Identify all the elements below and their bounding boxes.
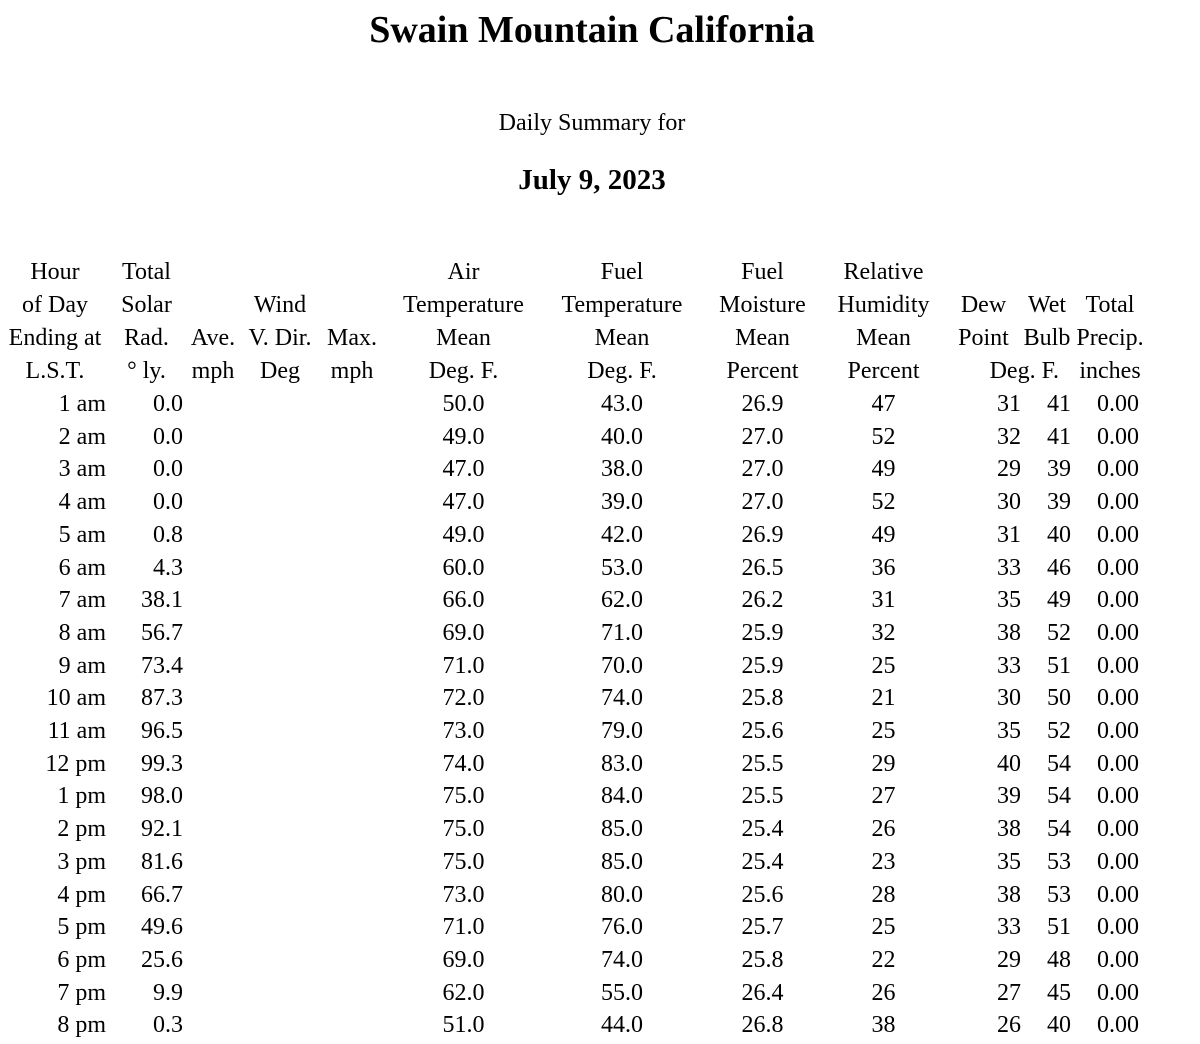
cell-air-temp: 74.0 bbox=[442, 750, 485, 777]
cell-wet-bulb: 51 bbox=[1047, 652, 1071, 679]
cell-fuel-moisture: 27.0 bbox=[741, 489, 784, 516]
cell-solar: 4.3 bbox=[153, 554, 183, 581]
cell-precip: 0.00 bbox=[1097, 914, 1139, 941]
cell-wind-dir bbox=[243, 682, 317, 715]
cell-fuel-temp: 83.0 bbox=[601, 750, 643, 777]
page-title: Swain Mountain California bbox=[369, 9, 815, 51]
cell-solar: 25.6 bbox=[141, 946, 183, 973]
table-row bbox=[0, 977, 1147, 1010]
cell-dew-point: 40 bbox=[997, 750, 1021, 777]
cell-fuel-temp: 62.0 bbox=[601, 587, 643, 614]
header-dew-point: Dew Point Deg. F. bbox=[946, 256, 1021, 388]
cell-wind-ave bbox=[183, 486, 243, 519]
cell-precip: 0.00 bbox=[1097, 848, 1139, 875]
cell-solar: 49.6 bbox=[141, 914, 183, 941]
cell-air-temp: 49.0 bbox=[442, 521, 485, 548]
header-fuel-temp: Fuel Temperature Mean Deg. F. bbox=[561, 259, 683, 384]
cell-wind-dir bbox=[243, 552, 317, 585]
cell-wind-dir bbox=[243, 748, 317, 781]
cell-air-temp: 75.0 bbox=[442, 783, 485, 810]
cell-dew-point: 35 bbox=[997, 587, 1021, 614]
cell-wind-dir bbox=[243, 879, 317, 912]
cell-relative-humidity: 31 bbox=[871, 587, 896, 614]
table-row bbox=[0, 421, 1147, 454]
cell-wet-bulb: 54 bbox=[1047, 783, 1071, 810]
cell-wind-ave bbox=[183, 453, 243, 486]
cell-precip: 0.00 bbox=[1097, 881, 1139, 908]
cell-wet-bulb: 54 bbox=[1047, 750, 1071, 777]
table-header bbox=[0, 256, 1147, 388]
cell-wind-dir bbox=[243, 421, 317, 454]
cell-air-temp: 62.0 bbox=[442, 979, 485, 1006]
cell-wet-bulb: 39 bbox=[1047, 456, 1071, 483]
cell-wind-ave bbox=[183, 715, 243, 748]
table-row bbox=[0, 813, 1147, 846]
cell-wind-dir bbox=[243, 617, 317, 650]
cell-fuel-temp: 85.0 bbox=[601, 848, 643, 875]
cell-dew-point: 33 bbox=[997, 652, 1021, 679]
cell-solar: 96.5 bbox=[141, 718, 183, 745]
cell-wind-dir bbox=[243, 519, 317, 552]
cell-relative-humidity: 23 bbox=[871, 848, 896, 875]
cell-precip: 0.00 bbox=[1097, 718, 1139, 745]
table-row bbox=[0, 748, 1147, 781]
cell-wind-max bbox=[317, 682, 387, 715]
cell-wind-ave bbox=[183, 421, 243, 454]
cell-dew-point: 35 bbox=[997, 848, 1021, 875]
cell-fuel-temp: 42.0 bbox=[601, 521, 643, 548]
cell-solar: 38.1 bbox=[141, 587, 183, 614]
cell-solar: 56.7 bbox=[141, 619, 183, 646]
cell-fuel-temp: 76.0 bbox=[601, 914, 643, 941]
cell-precip: 0.00 bbox=[1097, 521, 1139, 548]
cell-wind-dir bbox=[243, 453, 317, 486]
table-row bbox=[0, 879, 1147, 912]
cell-hour: 1 pm bbox=[57, 783, 106, 810]
table-row bbox=[0, 519, 1147, 552]
header-wind-group: Wind bbox=[253, 292, 307, 318]
cell-hour: 11 am bbox=[47, 718, 106, 745]
cell-solar: 98.0 bbox=[141, 783, 183, 810]
cell-solar: 92.1 bbox=[141, 816, 183, 843]
cell-wind-ave bbox=[183, 944, 243, 977]
cell-wind-dir bbox=[243, 780, 317, 813]
cell-precip: 0.00 bbox=[1097, 423, 1139, 450]
cell-wet-bulb: 46 bbox=[1047, 554, 1071, 581]
cell-wet-bulb: 39 bbox=[1047, 489, 1071, 516]
cell-relative-humidity: 38 bbox=[871, 1012, 896, 1039]
cell-wind-ave bbox=[183, 552, 243, 585]
table-row bbox=[0, 780, 1147, 813]
cell-wind-dir bbox=[243, 584, 317, 617]
cell-relative-humidity: 52 bbox=[871, 423, 896, 450]
cell-wet-bulb: 54 bbox=[1047, 816, 1071, 843]
cell-wind-max bbox=[317, 879, 387, 912]
cell-fuel-moisture: 25.9 bbox=[741, 652, 784, 679]
cell-dew-point: 39 bbox=[997, 783, 1021, 810]
cell-dew-point: 38 bbox=[997, 881, 1021, 908]
cell-air-temp: 72.0 bbox=[442, 685, 485, 712]
cell-hour: 9 am bbox=[58, 652, 106, 679]
cell-precip: 0.00 bbox=[1097, 1012, 1139, 1039]
cell-wind-ave bbox=[183, 617, 243, 650]
header-wind-dir: Wind V. Dir. Deg bbox=[243, 256, 317, 388]
table-row bbox=[0, 388, 1147, 421]
cell-dew-point: 29 bbox=[997, 946, 1021, 973]
table-body bbox=[0, 388, 1147, 1042]
cell-wet-bulb: 40 bbox=[1047, 1012, 1071, 1039]
cell-wind-ave bbox=[183, 879, 243, 912]
cell-wind-max bbox=[317, 584, 387, 617]
cell-solar: 0.0 bbox=[153, 456, 183, 483]
cell-dew-point: 30 bbox=[997, 685, 1021, 712]
cell-fuel-temp: 84.0 bbox=[601, 783, 643, 810]
cell-hour: 4 am bbox=[58, 489, 106, 516]
cell-hour: 4 pm bbox=[57, 881, 106, 908]
cell-wind-max bbox=[317, 486, 387, 519]
cell-wind-max bbox=[317, 944, 387, 977]
cell-wet-bulb: 49 bbox=[1047, 587, 1071, 614]
cell-dew-point: 26 bbox=[997, 1012, 1021, 1039]
cell-solar: 99.3 bbox=[141, 750, 183, 777]
cell-wind-max bbox=[317, 388, 387, 421]
table-row bbox=[0, 846, 1147, 879]
cell-air-temp: 73.0 bbox=[442, 881, 485, 908]
cell-solar: 81.6 bbox=[141, 848, 183, 875]
cell-hour: 6 am bbox=[58, 554, 106, 581]
cell-wet-bulb: 51 bbox=[1047, 914, 1071, 941]
cell-hour: 2 am bbox=[58, 423, 106, 450]
cell-air-temp: 73.0 bbox=[442, 718, 485, 745]
cell-relative-humidity: 26 bbox=[871, 816, 896, 843]
cell-dew-point: 29 bbox=[997, 456, 1021, 483]
cell-wind-ave bbox=[183, 519, 243, 552]
cell-wind-max bbox=[317, 813, 387, 846]
cell-air-temp: 69.0 bbox=[442, 619, 485, 646]
cell-air-temp: 50.0 bbox=[442, 391, 485, 417]
cell-wind-dir bbox=[243, 650, 317, 683]
page-subtitle: Daily Summary for bbox=[498, 110, 686, 136]
cell-wind-ave bbox=[183, 1009, 243, 1042]
cell-wind-max bbox=[317, 1009, 387, 1042]
cell-dew-point: 33 bbox=[997, 554, 1021, 581]
table-row bbox=[0, 715, 1147, 748]
cell-fuel-moisture: 27.0 bbox=[741, 456, 784, 483]
cell-wind-max bbox=[317, 421, 387, 454]
header-dew-wet-unit: Deg. F. bbox=[989, 358, 1059, 384]
cell-wet-bulb: 45 bbox=[1047, 979, 1071, 1006]
cell-precip: 0.00 bbox=[1097, 489, 1139, 516]
cell-wet-bulb: 48 bbox=[1047, 946, 1071, 973]
cell-precip: 0.00 bbox=[1097, 750, 1139, 777]
cell-wind-dir bbox=[243, 846, 317, 879]
header-wind-max: Max. mph bbox=[327, 325, 377, 384]
cell-air-temp: 75.0 bbox=[442, 848, 485, 875]
header-air-temp: Air Temperature Mean Deg. F. bbox=[403, 259, 524, 384]
table-row bbox=[0, 552, 1147, 585]
cell-solar: 87.3 bbox=[141, 685, 183, 712]
cell-fuel-temp: 74.0 bbox=[601, 946, 643, 973]
cell-air-temp: 49.0 bbox=[442, 423, 485, 450]
cell-dew-point: 32 bbox=[997, 423, 1021, 450]
cell-air-temp: 47.0 bbox=[442, 456, 485, 483]
cell-air-temp: 66.0 bbox=[442, 587, 485, 614]
cell-fuel-temp: 39.0 bbox=[601, 489, 643, 516]
cell-wind-dir bbox=[243, 977, 317, 1010]
cell-wet-bulb: 53 bbox=[1047, 848, 1071, 875]
cell-wet-bulb: 50 bbox=[1047, 685, 1071, 712]
cell-hour: 5 am bbox=[58, 521, 106, 548]
cell-wet-bulb: 52 bbox=[1047, 619, 1071, 646]
cell-relative-humidity: 26 bbox=[871, 979, 896, 1006]
cell-wind-ave bbox=[183, 813, 243, 846]
cell-hour: 7 pm bbox=[57, 979, 106, 1006]
daily-summary-table bbox=[0, 256, 1147, 1042]
cell-wind-max bbox=[317, 617, 387, 650]
cell-fuel-moisture: 25.9 bbox=[741, 619, 784, 646]
cell-fuel-temp: 40.0 bbox=[601, 423, 643, 450]
cell-wind-max bbox=[317, 453, 387, 486]
cell-solar: 0.0 bbox=[153, 423, 183, 450]
cell-wind-ave bbox=[183, 650, 243, 683]
cell-precip: 0.00 bbox=[1097, 554, 1139, 581]
table-row bbox=[0, 682, 1147, 715]
cell-hour: 6 pm bbox=[57, 946, 106, 973]
cell-wind-ave bbox=[183, 911, 243, 944]
cell-wind-dir bbox=[243, 944, 317, 977]
cell-wet-bulb: 41 bbox=[1047, 391, 1071, 417]
cell-wind-max bbox=[317, 846, 387, 879]
table-row bbox=[0, 584, 1147, 617]
cell-hour: 5 pm bbox=[57, 914, 106, 941]
cell-relative-humidity: 25 bbox=[871, 718, 896, 745]
cell-wind-ave bbox=[183, 977, 243, 1010]
cell-wet-bulb: 52 bbox=[1047, 718, 1071, 745]
cell-dew-point: 31 bbox=[997, 391, 1021, 417]
cell-wind-dir bbox=[243, 813, 317, 846]
cell-air-temp: 71.0 bbox=[442, 914, 485, 941]
table-row bbox=[0, 650, 1147, 683]
cell-wind-dir bbox=[243, 486, 317, 519]
header-wet-bulb: Wet Bulb bbox=[1023, 292, 1071, 351]
cell-relative-humidity: 49 bbox=[871, 456, 896, 483]
cell-hour: 8 am bbox=[58, 619, 106, 646]
cell-wet-bulb: 53 bbox=[1047, 881, 1071, 908]
cell-wind-max bbox=[317, 519, 387, 552]
cell-wind-max bbox=[317, 715, 387, 748]
cell-wet-bulb: 41 bbox=[1047, 423, 1071, 450]
cell-fuel-moisture: 26.4 bbox=[741, 979, 784, 1006]
cell-wind-ave bbox=[183, 780, 243, 813]
cell-precip: 0.00 bbox=[1097, 685, 1139, 712]
cell-hour: 3 am bbox=[58, 456, 106, 483]
cell-hour: 3 pm bbox=[57, 848, 106, 875]
cell-relative-humidity: 36 bbox=[871, 554, 896, 581]
cell-fuel-moisture: 25.4 bbox=[741, 848, 784, 875]
cell-fuel-moisture: 25.6 bbox=[741, 718, 784, 745]
cell-wind-max bbox=[317, 911, 387, 944]
cell-solar: 0.0 bbox=[153, 489, 183, 516]
cell-fuel-temp: 74.0 bbox=[601, 685, 643, 712]
header-precip: Total Precip. inches bbox=[1076, 292, 1144, 384]
cell-dew-point: 33 bbox=[997, 914, 1021, 941]
cell-fuel-moisture: 25.6 bbox=[741, 881, 784, 908]
cell-fuel-temp: 70.0 bbox=[601, 652, 643, 679]
header-fuel-moisture: Fuel Moisture Mean Percent bbox=[719, 259, 806, 384]
cell-fuel-moisture: 25.5 bbox=[741, 750, 784, 777]
cell-dew-point: 30 bbox=[997, 489, 1021, 516]
cell-wind-dir bbox=[243, 715, 317, 748]
cell-wind-dir bbox=[243, 388, 317, 421]
cell-air-temp: 69.0 bbox=[442, 946, 485, 973]
cell-fuel-temp: 80.0 bbox=[601, 881, 643, 908]
cell-wind-max bbox=[317, 552, 387, 585]
cell-wind-max bbox=[317, 977, 387, 1010]
cell-fuel-moisture: 27.0 bbox=[741, 423, 784, 450]
cell-dew-point: 31 bbox=[997, 521, 1021, 548]
cell-fuel-temp: 85.0 bbox=[601, 816, 643, 843]
cell-fuel-moisture: 25.7 bbox=[741, 914, 784, 941]
cell-wind-max bbox=[317, 748, 387, 781]
cell-precip: 0.00 bbox=[1097, 652, 1139, 679]
cell-precip: 0.00 bbox=[1097, 391, 1139, 417]
cell-hour: 12 pm bbox=[45, 750, 106, 777]
cell-fuel-moisture: 26.9 bbox=[741, 521, 784, 548]
cell-wind-ave bbox=[183, 748, 243, 781]
cell-air-temp: 47.0 bbox=[442, 489, 485, 516]
cell-dew-point: 38 bbox=[997, 619, 1021, 646]
cell-fuel-moisture: 25.4 bbox=[741, 816, 784, 843]
cell-solar: 73.4 bbox=[141, 652, 183, 679]
cell-dew-point: 27 bbox=[997, 979, 1021, 1006]
cell-air-temp: 75.0 bbox=[442, 816, 485, 843]
cell-dew-point: 35 bbox=[997, 718, 1021, 745]
table-row bbox=[0, 486, 1147, 519]
cell-air-temp: 51.0 bbox=[442, 1012, 485, 1039]
cell-precip: 0.00 bbox=[1097, 979, 1139, 1006]
header-wind-ave: Ave. mph bbox=[190, 325, 236, 384]
cell-wet-bulb: 40 bbox=[1047, 521, 1071, 548]
cell-relative-humidity: 49 bbox=[871, 521, 896, 548]
cell-relative-humidity: 32 bbox=[871, 619, 896, 646]
table-row bbox=[0, 911, 1147, 944]
cell-hour: 2 pm bbox=[57, 816, 106, 843]
cell-fuel-temp: 71.0 bbox=[601, 619, 643, 646]
cell-solar: 0.3 bbox=[153, 1012, 183, 1039]
cell-fuel-moisture: 25.8 bbox=[741, 946, 784, 973]
cell-fuel-temp: 55.0 bbox=[601, 979, 643, 1006]
cell-fuel-moisture: 25.5 bbox=[741, 783, 784, 810]
cell-relative-humidity: 22 bbox=[871, 946, 896, 973]
cell-air-temp: 60.0 bbox=[442, 554, 485, 581]
cell-wind-dir bbox=[243, 911, 317, 944]
cell-fuel-moisture: 26.9 bbox=[741, 391, 784, 417]
cell-relative-humidity: 27 bbox=[871, 783, 896, 810]
cell-hour: 7 am bbox=[58, 587, 106, 614]
table-row bbox=[0, 617, 1147, 650]
cell-wind-ave bbox=[183, 846, 243, 879]
cell-wind-ave bbox=[183, 584, 243, 617]
cell-dew-point: 38 bbox=[997, 816, 1021, 843]
cell-precip: 0.00 bbox=[1097, 619, 1139, 646]
table-row bbox=[0, 1009, 1147, 1042]
cell-solar: 0.8 bbox=[153, 521, 183, 548]
cell-relative-humidity: 25 bbox=[871, 652, 896, 679]
header-hour: Hour of Day Ending at L.S.T. bbox=[8, 259, 102, 384]
cell-fuel-moisture: 25.8 bbox=[741, 685, 784, 712]
cell-solar: 66.7 bbox=[141, 881, 183, 908]
cell-fuel-temp: 38.0 bbox=[601, 456, 643, 483]
cell-hour: 10 am bbox=[46, 685, 106, 712]
table-row bbox=[0, 944, 1147, 977]
header-relative-humidity: Relative Humidity Mean Percent bbox=[837, 259, 930, 384]
cell-hour: 1 am bbox=[58, 391, 106, 417]
cell-precip: 0.00 bbox=[1097, 456, 1139, 483]
cell-fuel-temp: 43.0 bbox=[601, 391, 643, 417]
cell-solar: 9.9 bbox=[153, 979, 183, 1006]
cell-fuel-moisture: 26.2 bbox=[741, 587, 784, 614]
cell-relative-humidity: 29 bbox=[871, 750, 896, 777]
cell-fuel-temp: 79.0 bbox=[601, 718, 643, 745]
cell-relative-humidity: 25 bbox=[871, 914, 896, 941]
cell-solar: 0.0 bbox=[153, 391, 183, 417]
cell-precip: 0.00 bbox=[1097, 783, 1139, 810]
cell-fuel-temp: 44.0 bbox=[601, 1012, 643, 1039]
cell-relative-humidity: 21 bbox=[871, 685, 896, 712]
cell-fuel-moisture: 26.8 bbox=[741, 1012, 784, 1039]
cell-wind-ave bbox=[183, 388, 243, 421]
cell-precip: 0.00 bbox=[1097, 816, 1139, 843]
cell-wind-max bbox=[317, 650, 387, 683]
cell-relative-humidity: 52 bbox=[871, 489, 896, 516]
cell-wind-max bbox=[317, 780, 387, 813]
summary-date: July 9, 2023 bbox=[518, 164, 666, 196]
table-row bbox=[0, 453, 1147, 486]
cell-precip: 0.00 bbox=[1097, 587, 1139, 614]
cell-precip: 0.00 bbox=[1097, 946, 1139, 973]
cell-fuel-temp: 53.0 bbox=[601, 554, 643, 581]
cell-relative-humidity: 47 bbox=[871, 391, 896, 417]
cell-relative-humidity: 28 bbox=[871, 881, 896, 908]
cell-hour: 8 pm bbox=[57, 1012, 106, 1039]
cell-air-temp: 71.0 bbox=[442, 652, 485, 679]
cell-wind-ave bbox=[183, 682, 243, 715]
cell-wind-dir bbox=[243, 1009, 317, 1042]
header-solar: Total Solar Rad. ° ly. bbox=[121, 259, 172, 384]
cell-fuel-moisture: 26.5 bbox=[741, 554, 784, 581]
